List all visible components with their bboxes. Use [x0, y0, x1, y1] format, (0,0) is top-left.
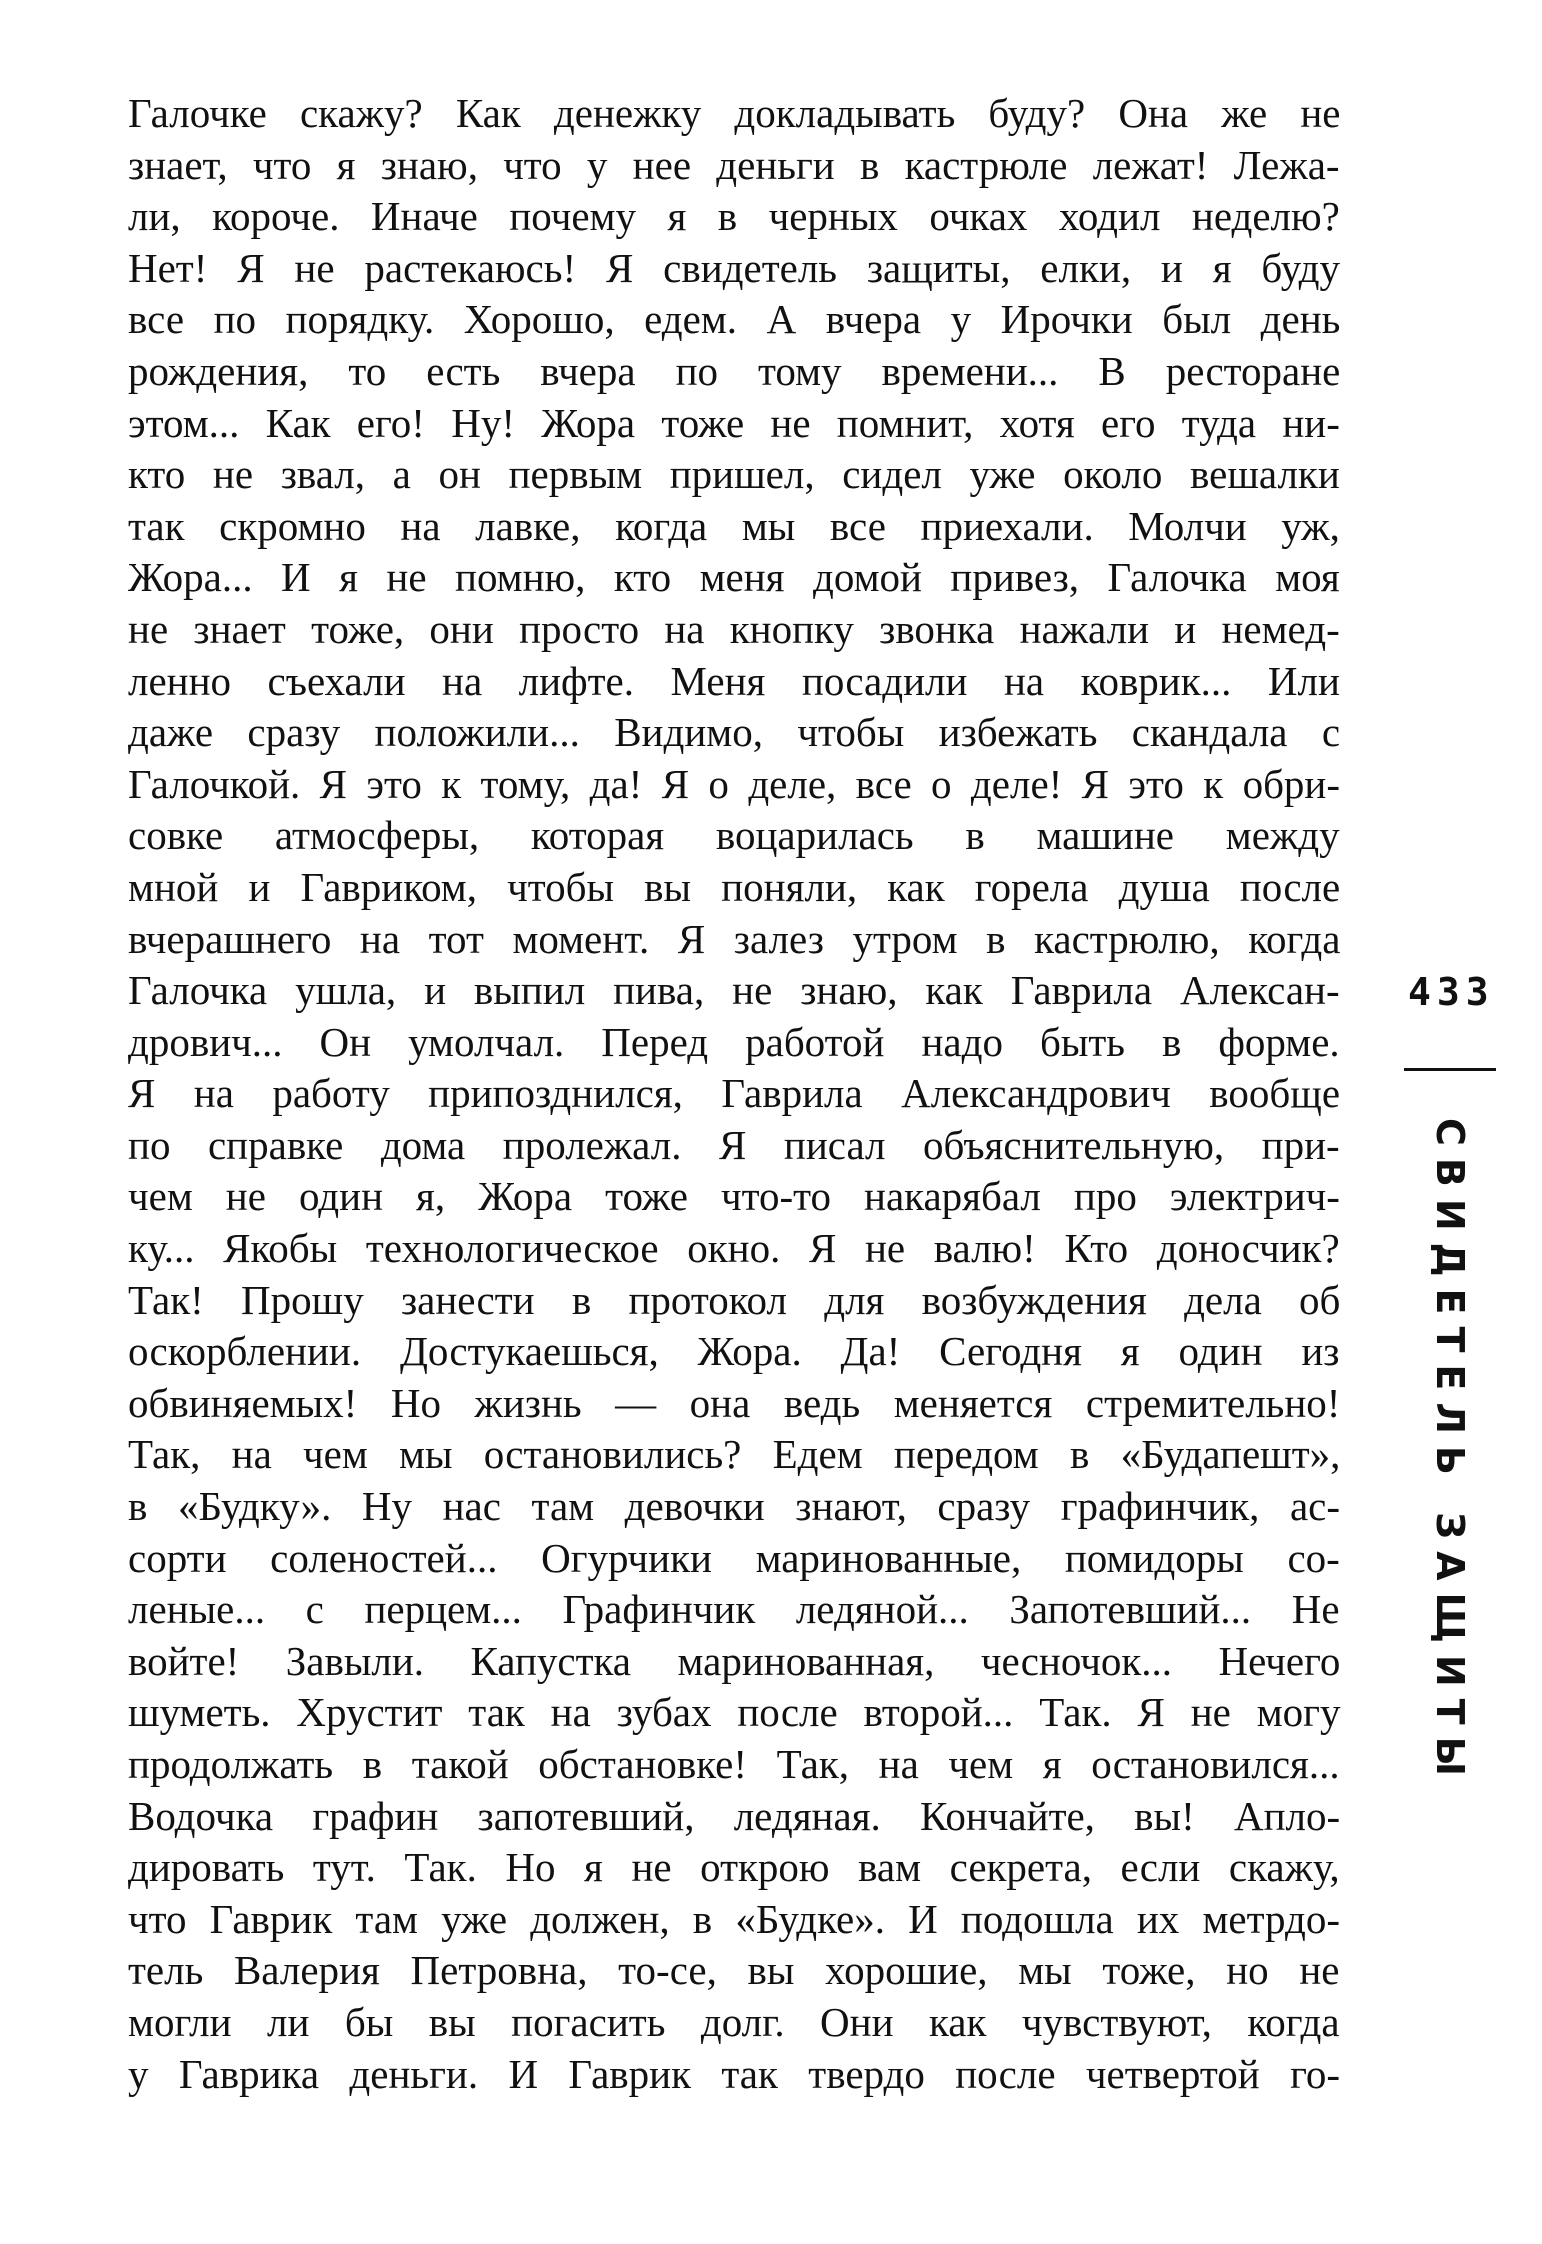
running-title-text: СВИДЕТЕЛЬ ЗАЩИТЫ — [1428, 1118, 1472, 1788]
body-text — [128, 88, 1340, 2100]
text-line: все по порядку. Хорошо, едем. А вчера у Ирочки был день — [128, 296, 1341, 343]
text-line: у Гаврика деньги. И Гаврик так твердо после четвертой го- — [128, 2050, 1341, 2097]
text-line: не знает тоже, они просто на кнопку звонка нажали и немед- — [128, 605, 1340, 652]
text-line: совке атмосферы, которая воцарилась в машине между — [128, 812, 1340, 859]
page-number: 433 — [1408, 970, 1495, 1014]
text-line: в «Будку». Ну нас там девочки знают, сразу графинчик, ас- — [128, 1483, 1341, 1530]
text-line: по справке дома пролежал. Я писал объяснительную, при- — [128, 1121, 1340, 1168]
text-line: Жора... И я не помню, кто меня домой привез, Галочка моя — [128, 554, 1340, 601]
text-line: продолжать в такой обстановке! Так, на чем я остановился... — [128, 1741, 1340, 1787]
text-line: вчерашнего на тот момент. Я залез утром в кастрюлю, когда — [128, 915, 1341, 962]
text-line: Так! Прошу занести в протокол для возбуждения дела об — [128, 1276, 1341, 1323]
text-line: кто не звал, а он первым пришел, сидел уже около вешалки — [128, 451, 1340, 498]
text-line: дрович... Он умолчал. Перед работой надо быть в форме. — [128, 1018, 1340, 1065]
text-line: оскорблении. Достукаешься, Жора. Да! Сегодня я один из — [128, 1328, 1340, 1375]
text-line: могли ли бы вы погасить долг. Они как чувствуют, когда — [128, 1998, 1340, 2045]
text-line: ленно съехали на лифте. Меня посадили на коврик... Или — [128, 657, 1340, 704]
text-line: Галочка ушла, и выпил пива, не знаю, как Гаврила Алексан- — [128, 967, 1340, 1014]
text-line: ли, короче. Иначе почему я в черных очках ходил неделю? — [128, 193, 1340, 240]
text-line: Галочкой. Я это к тому, да! Я о деле, все о деле! Я это к обри- — [128, 760, 1341, 807]
running-title — [1425, 1118, 1475, 1788]
text-line: так скромно на лавке, когда мы все приехали. Молчи уж, — [128, 502, 1340, 549]
text-line: Галочке скажу? Как денежку докладывать буду? Она же не — [128, 90, 1341, 136]
text-line: даже сразу положили... Видимо, чтобы избежать скандала с — [128, 709, 1341, 756]
text-line: дировать тут. Так. Но я не открою вам секрета, если скажу, — [128, 1844, 1340, 1891]
text-line: рождения, то есть вчера по тому времени... В ресторане — [128, 347, 1341, 394]
text-line: леные... с перцем... Графинчик ледяной... Запотевший... Не — [128, 1586, 1340, 1633]
text-line: чем не один я, Жора тоже что-то накарябал про электрич- — [128, 1173, 1340, 1220]
text-line: обвиняемых! Но жизнь — она ведь меняется стремительно! — [128, 1379, 1341, 1426]
text-line: Нет! Я не растекаюсь! Я свидетель защиты, елки, и я буду — [128, 244, 1340, 291]
text-line: Так, на чем мы остановились? Едем передом в «Будапешт», — [128, 1431, 1341, 1478]
text-line: Я на работу припозднился, Гаврила Александрович вообще — [128, 1070, 1341, 1117]
text-line: что Гаврик там уже должен, в «Будке». И подошла их метрдо- — [128, 1895, 1340, 1942]
text-line: тель Валерия Петровна, то-се, вы хорошие, мы тоже, но не — [128, 1947, 1340, 1994]
margin-rule — [1404, 1068, 1496, 1071]
text-line: ку... Якобы технологическое окно. Я не валю! Кто доносчик? — [128, 1225, 1340, 1272]
text-line: шуметь. Хрустит так на зубах после второй... Так. Я не могу — [128, 1689, 1341, 1736]
text-line: сорти соленостей... Огурчики маринованные, помидоры со- — [128, 1534, 1340, 1581]
text-line: этом... Как его! Ну! Жора тоже не помнит, хотя его туда ни- — [128, 399, 1340, 446]
text-line: мной и Гавриком, чтобы вы поняли, как горела душа после — [128, 863, 1341, 910]
text-line: Водочка графин запотевший, ледяная. Кончайте, вы! Апло- — [128, 1792, 1341, 1839]
text-line: знает, что я знаю, что у нее деньги в кастрюле лежат! Лежа- — [128, 141, 1340, 188]
text-line: войте! Завыли. Капустка маринованная, чесночок... Нечего — [128, 1637, 1341, 1684]
